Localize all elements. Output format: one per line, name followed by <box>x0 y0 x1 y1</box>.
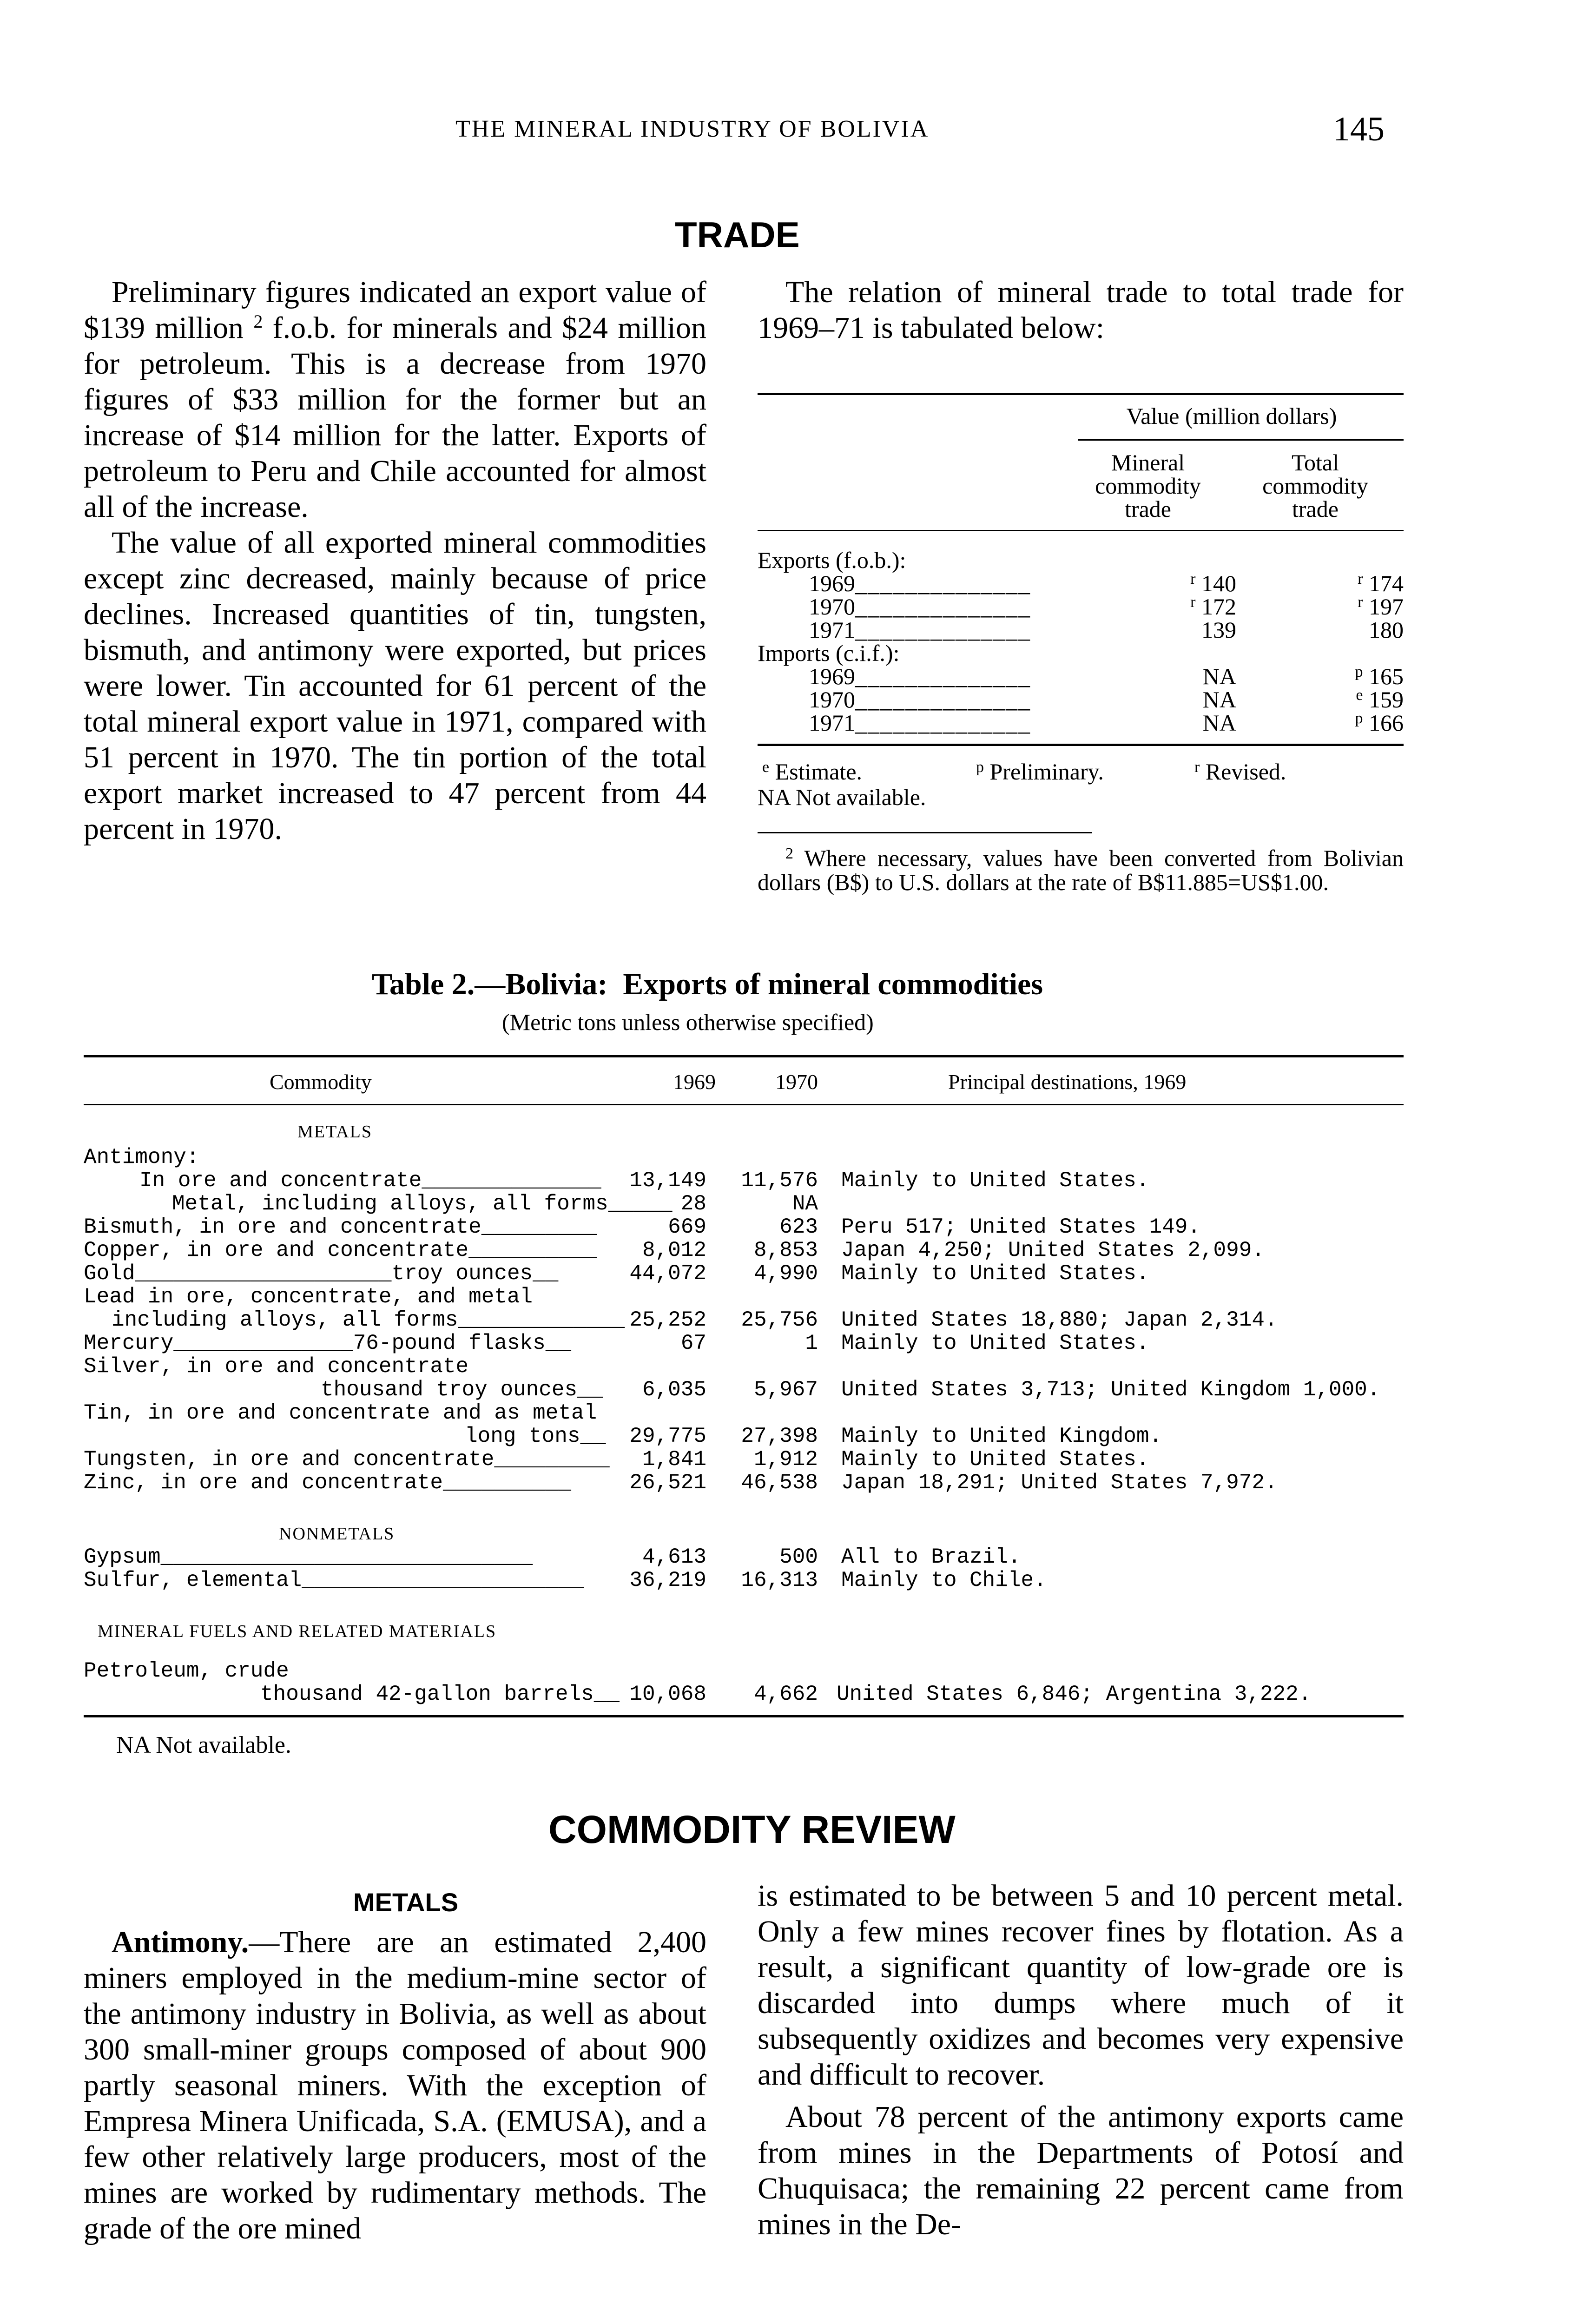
relation-row-label: 1969______________ <box>809 663 1031 689</box>
trade-paragraph-2: The value of all exported mineral commodities except zinc decreased, mainly because of price declines. Increased quantities of tin, tungsten, bismuth, and antimony were exported, but prices were lower. Tin accounted for 61 percent of the total mineral export value in 1971, compared with 51 percent in 1970. The tin portion of the total export market increased to 47 percent from 44 percent in 1970. <box>84 526 706 846</box>
value-1970: 8,853 <box>753 1238 818 1262</box>
value-1969: 29,775 <box>629 1424 706 1448</box>
relation-total-value <box>1283 688 1404 711</box>
antimony-runin-heading: Antimony. <box>112 1925 249 1959</box>
preliminary-flag: p <box>1355 710 1363 727</box>
table-row-label: Sulfur, elemental______________________ <box>84 1568 584 1592</box>
footnote-number: 2 <box>785 845 793 862</box>
relation-total-value <box>1283 595 1404 618</box>
table-row-unit: long tons__ <box>465 1424 606 1448</box>
table2-bottom-rule <box>84 1715 1404 1717</box>
destination: Japan 4,250; United States 2,099. <box>841 1238 1265 1262</box>
page-number: 145 <box>1333 110 1385 148</box>
destination: Mainly to United Kingdom. <box>841 1424 1162 1448</box>
antimony-group-label: Antimony: <box>84 1145 199 1169</box>
relation-exports-label: Exports (f.o.b.): <box>758 547 906 573</box>
metals-subheading: METALS <box>353 1888 459 1917</box>
table-row-label: Bismuth, in ore and concentrate_________ <box>84 1215 597 1239</box>
value-1969: 13,149 <box>629 1169 706 1193</box>
commodity-name: Zinc, in ore and concentrate <box>84 1471 443 1495</box>
group-metals-label: METALS <box>297 1122 372 1142</box>
relation-group-header: Value (million dollars) <box>1126 403 1337 429</box>
table2-footnote: NA Not available. <box>116 1732 291 1758</box>
group-fuels-label: MINERAL FUELS AND RELATED MATERIALS <box>98 1622 497 1641</box>
unit-label: thousand 42-gallon barrels <box>260 1682 594 1706</box>
legend-revised-text: Revised. <box>1205 759 1286 785</box>
value-1969: 25,252 <box>629 1308 706 1332</box>
value-1969: 67 <box>680 1331 706 1355</box>
value-1970: 4,662 <box>753 1682 818 1706</box>
relation-row-label: 1970______________ <box>809 594 1031 620</box>
relation-year: 1969 <box>809 570 855 596</box>
table2-top-rule <box>84 1055 1404 1057</box>
table-row-label-cont: including alloys, all forms_____________ <box>112 1308 625 1332</box>
relation-intro-text: The relation of mineral trade to total trade for 1969–71 is tabulated below: <box>758 275 1404 345</box>
value-1970: 500 <box>779 1545 818 1569</box>
table-row-unit: thousand 42-gallon barrels__ <box>260 1682 620 1706</box>
col-1969-header: 1969 <box>673 1070 716 1094</box>
table-row-label: Tungsten, in ore and concentrate_________ <box>84 1447 610 1472</box>
commodity-name: Sulfur, elemental <box>84 1568 302 1592</box>
destination: United States 3,713; United Kingdom 1,000. <box>841 1378 1380 1402</box>
value-1969: 10,068 <box>629 1682 706 1706</box>
value-1970: 46,538 <box>741 1471 818 1495</box>
trade-right-intro <box>758 274 1404 346</box>
commodity-name: including alloys, all forms <box>112 1308 458 1332</box>
relation-total-number: 159 <box>1369 687 1404 713</box>
unit-label: long tons <box>465 1424 580 1448</box>
table-row-label: Zinc, in ore and concentrate__________ <box>84 1471 571 1495</box>
relation-year: 1970 <box>809 594 855 620</box>
legend-estimate <box>762 760 862 783</box>
legend-na: NA Not available. <box>758 784 926 810</box>
trade-paragraph-1-end: f.o.b. for minerals and $24 million for petroleum. This is a decrease from 1970 figures of $33 million for the former but an increase of $14 million for the latter. Exports of petroleum to Peru and Chile accounted for almost all of the increase. <box>84 311 706 524</box>
value-1970: NA <box>792 1192 818 1216</box>
destination: United States 18,880; Japan 2,314. <box>841 1308 1278 1332</box>
unit-label: 76-pound flasks <box>353 1331 546 1355</box>
destination: Mainly to Chile. <box>841 1568 1047 1592</box>
destination: All to Brazil. <box>841 1545 1021 1569</box>
value-1969: 6,035 <box>642 1378 706 1402</box>
value-1970: 1 <box>805 1331 818 1355</box>
commodity-right-column <box>758 1878 1404 2242</box>
value-1970: 11,576 <box>741 1169 818 1193</box>
commodity-name: Tungsten, in ore and concentrate <box>84 1447 495 1472</box>
relation-mineral-value: NA <box>1202 687 1236 713</box>
relation-year: 1971 <box>809 710 855 736</box>
table-row-unit: thousand troy ounces__ <box>321 1378 603 1402</box>
value-1970: 4,990 <box>753 1261 818 1286</box>
legend-revised <box>1194 760 1286 783</box>
relation-imports-label: Imports (c.i.f.): <box>758 640 900 666</box>
relation-year: 1969 <box>809 663 855 689</box>
antimony-exports-paragraph: About 78 percent of the antimony exports came from mines in the Departments of Potosí and Chuquisaca; the remaining 22 percent came from mines in the De- <box>758 2100 1404 2241</box>
relation-mineral-number: 172 <box>1201 594 1236 620</box>
legend-preliminary <box>976 760 1104 783</box>
table-row-label: Mercury______________76-pound flasks__ <box>84 1331 571 1355</box>
revised-flag: r <box>1358 570 1363 588</box>
commodity-name: Metal, including alloys, all forms <box>172 1192 608 1216</box>
relation-mineral-value <box>1115 572 1236 595</box>
destination: Mainly to United States. <box>841 1169 1149 1193</box>
relation-total-value <box>1283 572 1404 595</box>
antimony-continued: is estimated to be between 5 and 10 percent metal. Only a few mines recover fines by flotation. As a result, a significant quantity of low-grade ore is discarded into dumps where much of it subsequently oxidizes and becomes very expensive and difficult to recover. <box>758 1879 1404 2092</box>
relation-year: 1970 <box>809 687 855 713</box>
table2-header-rule <box>84 1104 1404 1105</box>
relation-col1-header-3: trade <box>1125 496 1171 522</box>
relation-year: 1971 <box>809 617 855 643</box>
relation-mineral-value: NA <box>1202 663 1236 689</box>
value-1970: 623 <box>779 1215 818 1239</box>
preliminary-mark: p <box>976 759 984 776</box>
commodity-name: In ore and concentrate <box>139 1169 422 1193</box>
footnote-rule <box>758 832 1092 833</box>
value-1969: 28 <box>680 1192 706 1216</box>
table-row-label: Tin, in ore and concentrate and as metal <box>84 1401 597 1425</box>
destination: Japan 18,291; United States 7,972. <box>841 1471 1278 1495</box>
revised-flag: r <box>1358 594 1363 611</box>
table-row-label: Gold____________________troy ounces__ <box>84 1261 559 1286</box>
table2-title-prefix: Table 2.—Bolivia: <box>372 967 608 1001</box>
commodity-name: Gypsum <box>84 1545 161 1569</box>
revised-flag: r <box>1190 594 1196 611</box>
relation-total-value: 180 <box>1369 617 1404 643</box>
group-nonmetals-label: NONMETALS <box>279 1524 395 1544</box>
relation-total-value <box>1283 711 1404 734</box>
table-row-label: Silver, in ore and concentrate <box>84 1354 469 1379</box>
trade-paragraph-1 <box>84 274 706 525</box>
footnote-text: Where necessary, values have been converted from Bolivian dollars (B$) to U.S. dollars at the rate of B$11.885=US$1.00. <box>758 845 1404 895</box>
estimate-mark: e <box>762 759 770 776</box>
commodity-name: Mercury <box>84 1331 174 1355</box>
col-1970-header: 1970 <box>775 1070 818 1094</box>
value-1969: 8,012 <box>642 1238 706 1262</box>
revised-mark: r <box>1194 759 1200 776</box>
table-row-label: In ore and concentrate______________ <box>139 1169 601 1193</box>
estimate-flag: e <box>1356 687 1363 704</box>
value-1969: 36,219 <box>629 1568 706 1592</box>
col-destinations-header: Principal destinations, 1969 <box>948 1070 1187 1094</box>
table-row-label: Lead in ore, concentrate, and metal <box>84 1285 533 1309</box>
revised-flag: r <box>1190 570 1196 588</box>
relation-row-label: 1971______________ <box>809 710 1031 736</box>
value-1969: 26,521 <box>629 1471 706 1495</box>
commodity-name: Copper, in ore and concentrate <box>84 1238 469 1262</box>
relation-col2-header-1: Total <box>1291 449 1339 475</box>
table-row-label: Copper, in ore and concentrate__________ <box>84 1238 597 1262</box>
trade-left-column <box>84 274 706 847</box>
table2-title-main: Exports of mineral commodities <box>623 967 1043 1001</box>
relation-col2-header-3: trade <box>1292 496 1339 522</box>
relation-row-label: 1969______________ <box>809 570 1031 596</box>
relation-mineral-value: 139 <box>1201 617 1236 643</box>
value-1969: 1,841 <box>642 1447 706 1472</box>
antimony-paragraph <box>84 1924 706 2246</box>
footnote-ref: 2 <box>253 311 263 332</box>
footnote-2 <box>758 846 1404 894</box>
commodity-left-column <box>84 1924 706 2246</box>
relation-total-value <box>1283 665 1404 688</box>
value-1969: 44,072 <box>629 1261 706 1286</box>
unit-label: troy ounces <box>391 1261 533 1286</box>
relation-mineral-value <box>1115 595 1236 618</box>
relation-col1-header-1: Mineral <box>1111 449 1185 475</box>
relation-total-number: 165 <box>1369 663 1404 689</box>
destination: Peru 517; United States 149. <box>841 1215 1200 1239</box>
table-row-label: Metal, including alloys, all forms_____ <box>172 1192 673 1216</box>
trade-paragraph-1-start: Preliminary figures indicated an export value of $139 million <box>84 275 706 345</box>
destination: United States 6,846; Argentina 3,222. <box>837 1682 1312 1706</box>
destination: Mainly to United States. <box>841 1331 1149 1355</box>
trade-heading: TRADE <box>675 214 800 255</box>
relation-table-bottom-rule <box>758 744 1404 746</box>
commodity-name: Bismuth, in ore and concentrate <box>84 1215 481 1239</box>
legend-preliminary-text: Preliminary. <box>989 759 1104 785</box>
preliminary-flag: p <box>1355 663 1363 680</box>
destination: Mainly to United States. <box>841 1447 1149 1472</box>
legend-estimate-text: Estimate. <box>775 759 863 785</box>
relation-mineral-number: 140 <box>1201 570 1236 596</box>
relation-mineral-value: NA <box>1202 710 1236 736</box>
value-1969: 4,613 <box>642 1545 706 1569</box>
destination: Mainly to United States. <box>841 1261 1149 1286</box>
value-1969: 669 <box>668 1215 706 1239</box>
value-1970: 25,756 <box>741 1308 818 1332</box>
table2-subtitle: (Metric tons unless otherwise specified) <box>502 1009 874 1035</box>
relation-row-label: 1970______________ <box>809 687 1031 713</box>
table2-title <box>372 967 1043 1002</box>
relation-header-rule <box>758 530 1404 531</box>
value-1970: 27,398 <box>741 1424 818 1448</box>
table-row-label: Gypsum_____________________________ <box>84 1545 533 1569</box>
value-1970: 1,912 <box>753 1447 818 1472</box>
relation-total-number: 197 <box>1369 594 1404 620</box>
value-1970: 16,313 <box>741 1568 818 1592</box>
relation-col1-header-2: commodity <box>1095 473 1201 499</box>
relation-row-label: 1971______________ <box>809 617 1031 643</box>
table-row-label: Petroleum, crude <box>84 1659 289 1683</box>
running-title: THE MINERAL INDUSTRY OF BOLIVIA <box>455 116 930 142</box>
value-1970: 5,967 <box>753 1378 818 1402</box>
commodity-review-heading: COMMODITY REVIEW <box>548 1808 956 1851</box>
relation-col2-header-2: commodity <box>1262 473 1368 499</box>
relation-group-rule <box>1078 439 1404 441</box>
unit-label: thousand troy ounces <box>321 1378 578 1402</box>
relation-table-top-rule <box>758 393 1404 395</box>
commodity-name: Gold <box>84 1261 135 1286</box>
col-commodity-header: Commodity <box>270 1070 372 1094</box>
relation-total-number: 166 <box>1369 710 1404 736</box>
relation-total-number: 174 <box>1369 570 1404 596</box>
antimony-text: —There are an estimated 2,400 miners employed in the medium-mine sector of the antimony industry in Bolivia, as well as about 300 small-miner groups composed of about 900 partly seasonal miners. With the exception of Empresa Minera Unificada, S.A. (EMUSA), and a few other relatively large producers, most of the mines are worked by rudimentary methods. The grade of the ore mined <box>84 1925 706 2245</box>
